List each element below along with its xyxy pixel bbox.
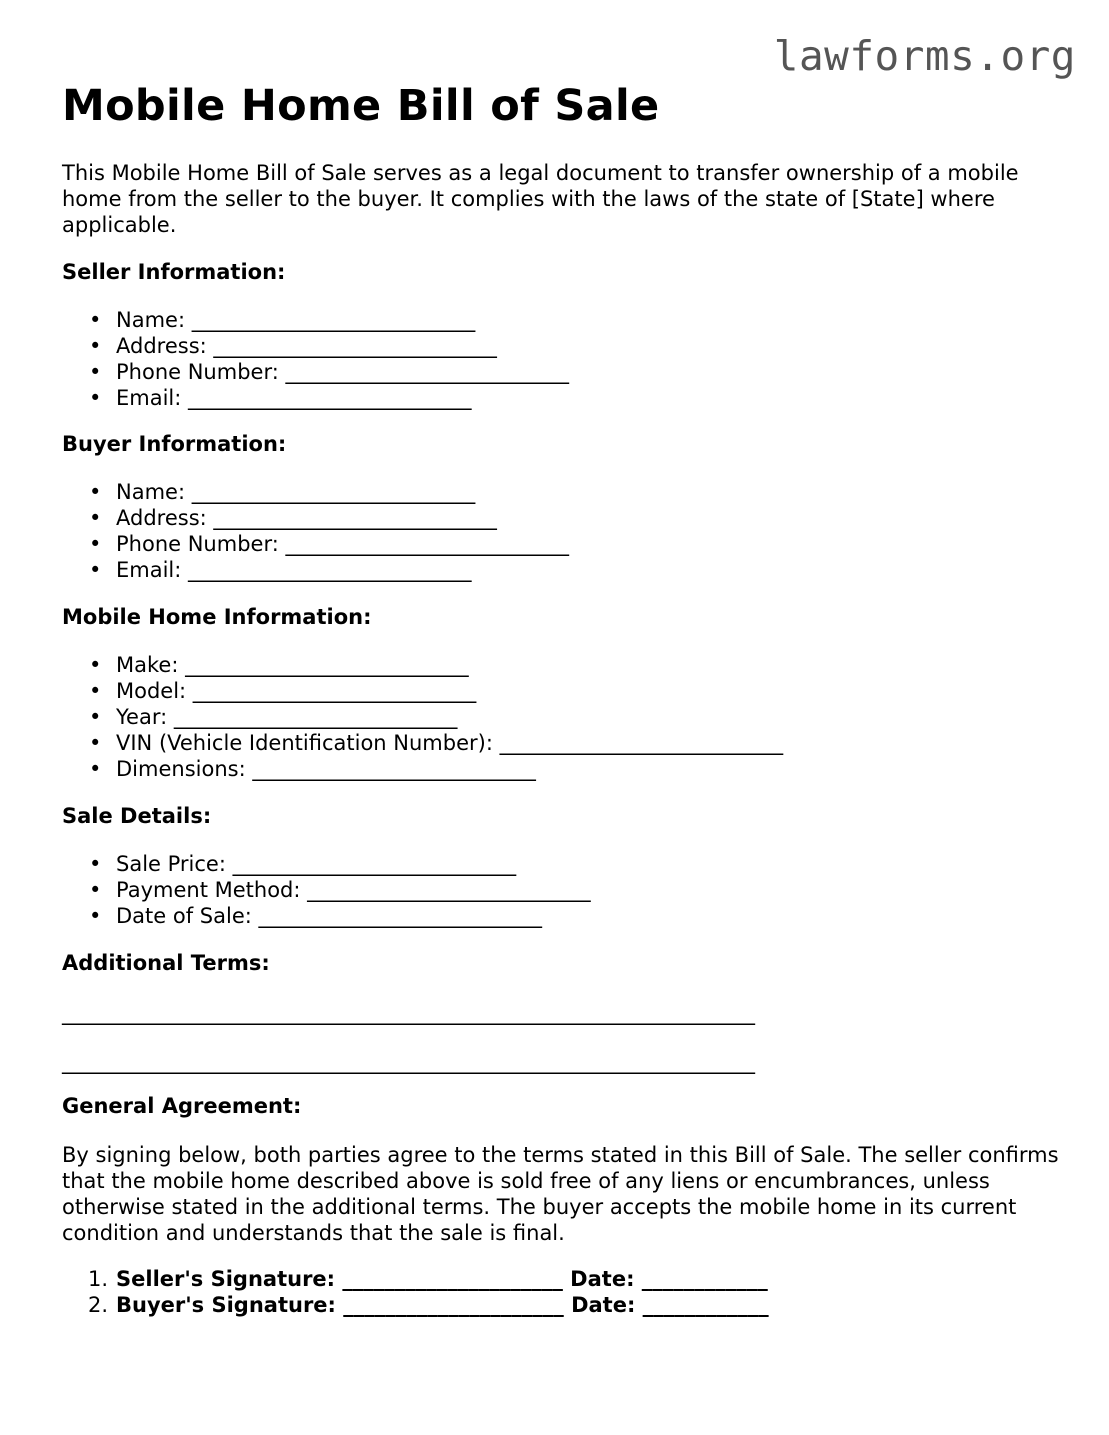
page-title: Mobile Home Bill of Sale bbox=[62, 81, 660, 131]
buyer-fields bbox=[62, 479, 569, 583]
seller-heading: Seller Information: bbox=[62, 260, 286, 284]
buyer-signature-line[interactable] bbox=[62, 1292, 769, 1318]
list-number: 1. bbox=[88, 1267, 109, 1291]
buyer-heading: Buyer Information: bbox=[62, 432, 287, 456]
buyer-signature-label: Buyer's Signature: _____________________ Date: ____________ bbox=[116, 1293, 769, 1317]
additional-terms-line[interactable]: __________________________________________________________________ bbox=[62, 1001, 755, 1025]
seller-address-field[interactable]: • Address: ___________________________ bbox=[62, 333, 569, 359]
mobile-home-heading: Mobile Home Information: bbox=[62, 605, 372, 629]
additional-terms-heading: Additional Terms: bbox=[62, 951, 270, 975]
make-field[interactable]: • Make: ___________________________ bbox=[62, 652, 783, 678]
buyer-name-field[interactable]: • Name: ___________________________ bbox=[62, 479, 569, 505]
dimensions-field[interactable]: • Dimensions: ___________________________ bbox=[62, 756, 783, 782]
intro-paragraph: This Mobile Home Bill of Sale serves as a legal document to transfer ownership of a mobile home from the seller to the buyer. It complies with the laws of the state of [State] where applicable. bbox=[62, 161, 1019, 237]
sale-price-field[interactable]: • Sale Price: ___________________________ bbox=[62, 851, 591, 877]
seller-signature-label: Seller's Signature: _____________________ Date: ____________ bbox=[116, 1267, 768, 1291]
year-field[interactable]: • Year: ___________________________ bbox=[62, 704, 783, 730]
sale-fields bbox=[62, 851, 591, 929]
seller-phone-field[interactable]: • Phone Number: ___________________________ bbox=[62, 359, 569, 385]
sale-heading: Sale Details: bbox=[62, 804, 212, 828]
general-agreement-text: By signing below, both parties agree to the terms stated in this Bill of Sale. The seller confirms that the mobile home described above is sold free of any liens or encumbrances, unless otherwise stated in the additional terms. The buyer accepts the mobile home in its current condition and understands that the sale is final. bbox=[62, 1143, 1059, 1245]
seller-email-field[interactable]: • Email: ___________________________ bbox=[62, 385, 569, 411]
model-field[interactable]: • Model: ___________________________ bbox=[62, 678, 783, 704]
vin-field[interactable]: • VIN (Vehicle Identification Number): ___________________________ bbox=[62, 730, 783, 756]
seller-fields bbox=[62, 307, 569, 411]
general-agreement-heading: General Agreement: bbox=[62, 1094, 302, 1118]
additional-terms-line[interactable]: __________________________________________________________________ bbox=[62, 1050, 755, 1074]
mobile-home-fields bbox=[62, 652, 783, 782]
list-number: 2. bbox=[88, 1293, 109, 1317]
watermark: lawforms.org bbox=[773, 32, 1076, 80]
signature-list bbox=[62, 1266, 769, 1318]
buyer-email-field[interactable]: • Email: ___________________________ bbox=[62, 557, 569, 583]
buyer-address-field[interactable]: • Address: ___________________________ bbox=[62, 505, 569, 531]
payment-method-field[interactable]: • Payment Method: ___________________________ bbox=[62, 877, 591, 903]
seller-name-field[interactable]: • Name: ___________________________ bbox=[62, 307, 569, 333]
seller-signature-line[interactable] bbox=[62, 1266, 769, 1292]
date-of-sale-field[interactable]: • Date of Sale: ___________________________ bbox=[62, 903, 591, 929]
buyer-phone-field[interactable]: • Phone Number: ___________________________ bbox=[62, 531, 569, 557]
